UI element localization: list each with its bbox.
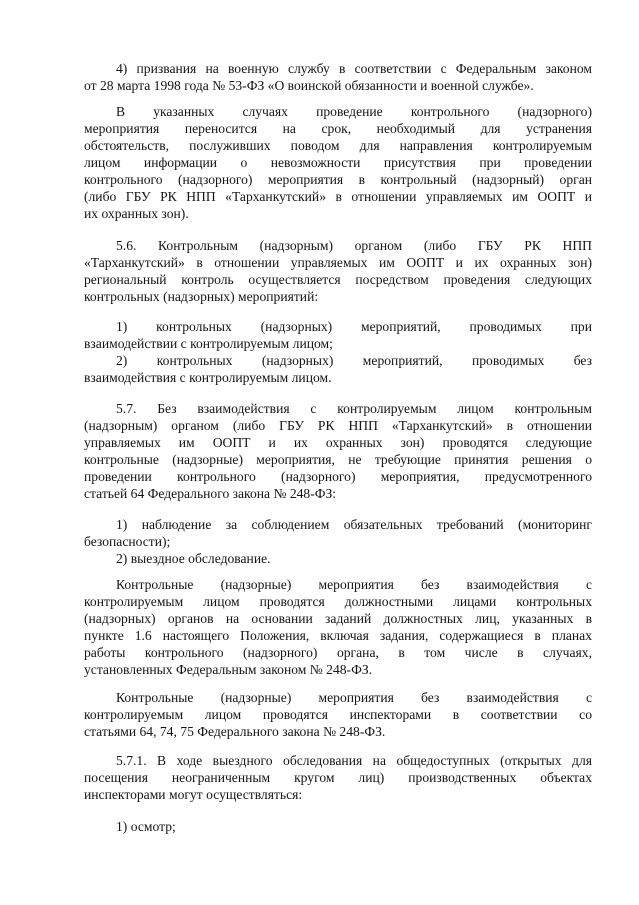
- paragraph-9-line-3: инспекторами могут осуществляться:: [84, 787, 303, 802]
- paragraph-5-line-4: контрольные (надзорные) мероприятия, не требующие принятия решения о: [84, 452, 592, 467]
- paragraph-2-line-5: контрольного (надзорного) мероприятия в контрольный (надзорный) орган: [84, 172, 592, 187]
- paragraph-5-line-5: проведении контрольного (надзорного) мероприятия, предусмотренного: [84, 469, 592, 484]
- paragraph-3-line-4: контрольных (надзорных) мероприятий:: [84, 289, 319, 304]
- paragraph-1-line-2: от 28 марта 1998 года № 53-ФЗ «О воинской обязанности и военной службе».: [84, 78, 534, 93]
- paragraph-2-line-2: мероприятия переносится на срок, необходимый для устранения: [84, 121, 592, 136]
- paragraph-8-line-1: Контрольные (надзорные) мероприятия без взаимодействия с: [116, 690, 592, 705]
- paragraph-7-line-5: работы контрольного (надзорного) органа, в том числе в случаях,: [84, 645, 592, 660]
- list-item-3-line-1: 1) наблюдение за соблюдением обязательных требований (мониторинг: [116, 517, 592, 532]
- paragraph-8-line-3: статьями 64, 74, 75 Федерального закона № 248-ФЗ.: [84, 724, 386, 739]
- paragraph-5-line-6: статьей 64 Федерального закона № 248-ФЗ:: [84, 486, 337, 501]
- paragraph-3-line-3: региональный контроль осуществляется посредством проведения следующих: [84, 272, 592, 287]
- list-item-4: 2) выездное обследование.: [116, 551, 271, 566]
- list-item-1-line-2: взаимодействии с контролируемым лицом;: [84, 336, 333, 351]
- list-item-inspection: 1) осмотр;: [116, 819, 176, 834]
- paragraph-5-line-2: (надзорным) органом (либо ГБУ РК НПП «Тарханкутский» в отношении: [84, 418, 592, 433]
- paragraph-3-line-2: «Тарханкутский» в отношении управляемых им ООПТ и их охранных зон): [84, 255, 592, 270]
- paragraph-9-line-2: посещения неограниченным кругом лиц) производственных объектах: [84, 770, 592, 785]
- paragraph-2-line-7: их охранных зон).: [84, 206, 189, 221]
- paragraph-2-line-3: обстоятельств, послуживших поводом для направления контролируемым: [84, 138, 592, 153]
- list-item-2-line-1: 2) контрольных (надзорных) мероприятий, проводимых без: [116, 353, 592, 368]
- paragraph-2-line-1: В указанных случаях проведение контрольного (надзорного): [116, 104, 592, 119]
- paragraph-2-line-4: лицом информации о невозможности присутствия при проведении: [84, 155, 592, 170]
- paragraph-7-line-1: Контрольные (надзорные) мероприятия без взаимодействия с: [116, 577, 592, 592]
- list-item-2-line-2: взаимодействия с контролируемым лицом.: [84, 370, 332, 385]
- paragraph-3-line-1: 5.6. Контрольным (надзорным) органом (либо ГБУ РК НПП: [116, 238, 592, 253]
- paragraph-1-line-1: 4) призвания на военную службу в соответствии с Федеральным законом: [116, 61, 592, 76]
- paragraph-5-line-3: управляемых им ООПТ и их охранных зон) проводятся следующие: [84, 435, 592, 450]
- paragraph-7-line-3: (надзорных) органов на основании заданий должностных лиц, указанных в: [84, 611, 592, 626]
- paragraph-7-line-2: контролируемым лицом проводятся должностными лицами контрольных: [84, 594, 592, 609]
- list-item-1-line-1: 1) контрольных (надзорных) мероприятий, проводимых при: [116, 319, 592, 334]
- paragraph-2-line-6: (либо ГБУ РК НПП «Тарханкутский» в отношении управляемых им ООПТ и: [84, 189, 592, 204]
- paragraph-8-line-2: контролируемым лицом проводятся инспекторами в соответствии со: [84, 707, 592, 722]
- paragraph-5-line-1: 5.7. Без взаимодействия с контролируемым лицом контрольным: [116, 401, 592, 416]
- paragraph-7-line-4: пункте 1.6 настоящего Положения, включая задания, содержащиеся в планах: [84, 628, 592, 643]
- list-item-3-line-2: безопасности);: [84, 534, 171, 549]
- paragraph-9-line-1: 5.7.1. В ходе выездного обследования на общедоступных (открытых для: [116, 753, 592, 768]
- paragraph-7-line-6: установленных Федеральным законом № 248-ФЗ.: [84, 662, 373, 677]
